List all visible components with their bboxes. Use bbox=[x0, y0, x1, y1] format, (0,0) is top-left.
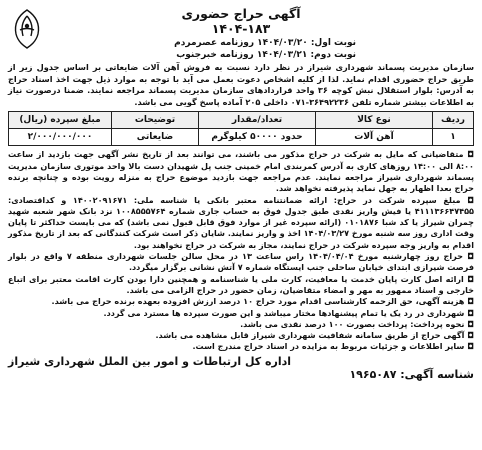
cell-row: ۱ bbox=[433, 129, 474, 146]
items-table bbox=[8, 111, 474, 146]
col-description: توضیحات bbox=[112, 112, 199, 129]
table-header-row bbox=[9, 112, 474, 129]
conditions-list bbox=[8, 149, 474, 352]
notice-code: شناسه آگهی: ۱۹۶۵۰۸۷ bbox=[349, 367, 474, 381]
bullet-icon: ◘ bbox=[464, 296, 474, 307]
col-row: ردیف bbox=[433, 112, 474, 129]
bullet-icon: ◘ bbox=[464, 307, 474, 318]
bullet-icon: ◘ bbox=[460, 194, 475, 205]
cell-deposit: ۲/۰۰۰/۰۰۰/۰۰۰ bbox=[9, 129, 112, 146]
turn-second: نوبت دوم: ۱۴۰۴/۰۳/۲۱ روزنامه خبرجنوب bbox=[176, 49, 356, 60]
condition-item: ◘ نحوه پرداخت: پرداخت بصورت ۱۰۰ درصد نقدی می باشد. bbox=[240, 318, 474, 329]
footer bbox=[8, 355, 474, 381]
bullet-icon: ◘ bbox=[464, 341, 474, 352]
notice-title: آگهی حراج حضوری bbox=[181, 6, 301, 21]
col-item-type: نوع کالا bbox=[316, 112, 433, 129]
bullet-icon: ◘ bbox=[463, 251, 474, 262]
condition-item: ◘ آگهی حراج از طریق سامانه شفافیت شهرداری شیراز قابل مشاهده می باشد. bbox=[155, 330, 474, 341]
cell-item-type: آهن آلات bbox=[316, 129, 433, 146]
condition-item: ◘ مبلغ سپرده شرکت در حراج: ارائه ضمانتنامه معتبر بانکی یا شناسه ملی: ۱۴۰۰۲۰۹۱۶۷۱ و کداقتصادی: ۴۱۱۱۳۶۶۴۷۴۵۵ یا فیش واریز نقدی طبق جدول فوق به حساب جاری شماره ۱۰۰۸۵۵۵۷۶۴ نزد بانک شهر شعبه شهید چمران شیراز یا کد شبا ۰۱۰۱۸۷۶ (ارائه سپرده غیر از موارد فوق قابل قبول نمی باشد) که می بایست حداکثر تا پایان وقت اداری روز سه شنبه مورخ ۱۴۰۴/۰۳/۲۷ اخذ و واریز نمایند. شایان ذکر است شرکت کنندگانی که بعد از تاریخ مذکور اقدام به واریز وجه سپرده شرکت در حراج نمایند، مجاز به شرکت در حراج نخواهند بود. bbox=[8, 194, 475, 250]
bullet-icon: ◘ bbox=[463, 149, 474, 160]
condition-item: ◘ شهرداری در رد یک یا تمام پیشنهادها مختار میباشد و این صورت سپرده ها مسترد می گردد. bbox=[103, 307, 474, 318]
bullet-icon: ◘ bbox=[464, 330, 474, 341]
table-row bbox=[9, 129, 474, 146]
publication-turns bbox=[8, 38, 356, 61]
turn-first: نوبت اول: ۱۴۰۴/۰۳/۲۰ روزنامه عصرمردم bbox=[174, 38, 356, 48]
condition-item: ◘ سایر اطلاعات و جزئیات مربوط به مزایده در اسناد حراج مندرج است. bbox=[192, 341, 474, 352]
condition-item: ◘ حراج روز چهارشنبه مورخ ۱۴۰۴/۰۴/۰۴ راس ساعت ۱۳ در محل سالن جلسات شهرداری منطقه ۷ واقع در بلوار فرصت شیرازی ابتدای خیابان ساحلی جنب ایستگاه شماره ۷ آتش نشانی برگزار میگردد. bbox=[8, 251, 474, 273]
bullet-icon: ◘ bbox=[464, 318, 474, 329]
issuer-office: اداره کل ارتباطات و امور بین الملل شهرداری شیراز bbox=[8, 354, 292, 368]
cell-description: ضایعاتی bbox=[112, 129, 199, 146]
notice-number: ۱۴۰۴-۱۸۳ bbox=[211, 21, 271, 36]
shiraz-municipality-logo bbox=[6, 6, 48, 52]
col-quantity: تعداد/مقدار bbox=[199, 112, 316, 129]
condition-item: ◘ هزینه آگهی، حق الزحمه کارشناسی اقدام مورد حراج ۱۰ درصد ارزش افزوده بعهده برنده حراج می باشد. bbox=[51, 296, 474, 307]
condition-item: ◘ متقاضیانی که مایل به شرکت در حراج مذکور می باشند، می توانند بعد از تاریخ نشر آگهی جهت بازدید از ساعت ۸:۰۰ الی ۱۴:۰۰ روزهای کاری به آدرس کمربندی امام خمینی جنب پل شهیدان دست بالا واحد موتوری سازمان مدیریت پسماند شهرداری شیراز مراجعه نمایند. عدم مراجعه جهت بازدید موضوع حراج به منزله رویت بوده و چنانچه برنده حراج بعدا اظهار به جهل نماید پذیرفته نخواهد شد. bbox=[8, 149, 474, 194]
bullet-icon: ◘ bbox=[463, 273, 475, 284]
intro-paragraph: سازمان مدیریت پسماند شهرداری شیراز در نظر دارد نسبت به فروش آهن آلات ضایعاتی بر اساس جدول زیر از طریق حراج حضوری اقدام نماید. لذا از کلیه اشخاص دعوت بعمل می آید با توجه به موارد ذیل جهت اخذ اسناد حراج به آدرس: بلوار استقلال نبش کوچه ۳۶ واحد قراردادهای سازمان مدیریت پسماند مراجعه نمایند. ضمنا درصورت نیاز به اطلاعات بیشتر شماره تلفن ۳۶۴۹۲۲۳۶-۰۷۱ داخلی ۲۰۵ آماده پاسخ گویی می باشد. bbox=[8, 62, 474, 107]
cell-quantity: حدود ۵۰۰۰۰ کیلوگرم bbox=[199, 129, 316, 146]
col-deposit: مبلغ سپرده (ریال) bbox=[9, 112, 112, 129]
condition-item: ◘ ارائه اصل کارت پایان خدمت یا معافیت، کارت ملی یا شناسنامه و همچنین دارا بودن کارت اقامت معتبر برای اتباع خارجی و اسناد ممهور به مهر و امضاء متقاضیان، زمان حضور در حراج الزامی می باشد. bbox=[8, 273, 475, 295]
